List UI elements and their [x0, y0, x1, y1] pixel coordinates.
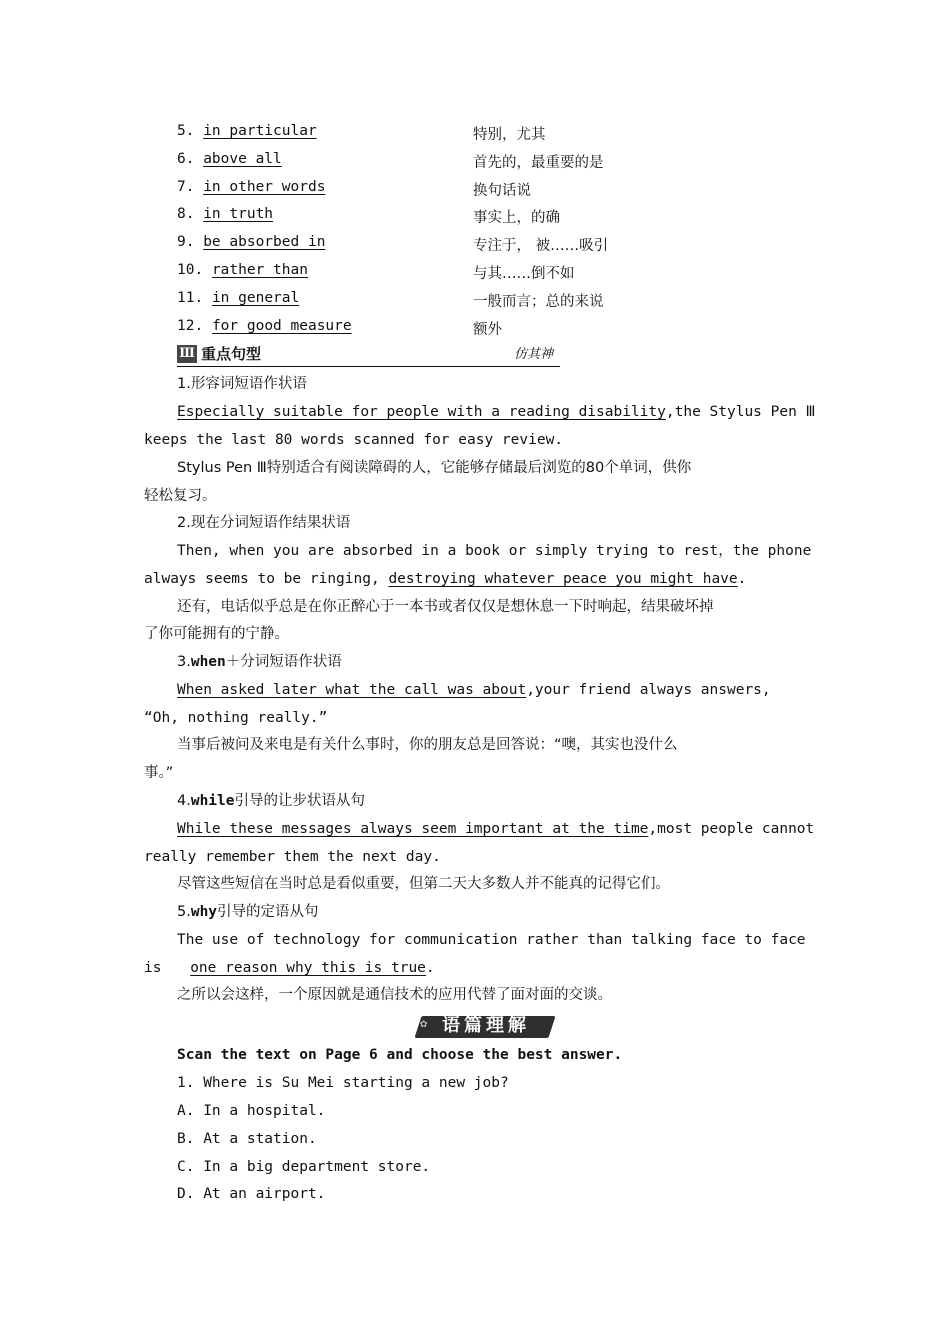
phrase-number: 11. [177, 290, 204, 306]
phrase-number: 6. [177, 151, 195, 167]
pattern-example-en-cont: is one reason why this is true. [144, 960, 435, 976]
pattern-example-en-cont: keeps the last 80 words scanned for easy review. [144, 432, 564, 448]
pattern-translation-cont: 事。” [144, 765, 174, 781]
phrase-chinese: 换句话说 [473, 183, 531, 199]
phrase-item [177, 290, 697, 310]
pattern-heading: 3.when＋分词短语作状语 [177, 654, 342, 670]
pattern-translation: 之所以会这样，一个原因就是通信技术的应用代替了面对面的交谈。 [177, 987, 612, 1003]
answer-option: C. In a big department store. [177, 1159, 431, 1175]
phrase-english: in truth [203, 206, 274, 222]
phrase-chinese: 一般而言；总的来说 [473, 294, 604, 310]
phrase-item [177, 179, 697, 199]
answer-option: B. At a station. [177, 1131, 317, 1147]
pattern-heading: 5.why引导的定语从句 [177, 904, 319, 920]
underlined-phrase: destroying whatever peace you might have [388, 571, 738, 587]
pattern-example-en: Especially suitable for people with a reading disability,the Stylus Pen Ⅲ [177, 404, 816, 420]
pattern-translation: 当事后被问及来电是有关什么事时，你的朋友总是回答说：“噢，其实也没什么 [177, 737, 678, 753]
pattern-example-en-cont: “Oh, nothing really.” [144, 710, 328, 726]
underlined-phrase: one reason why this is true [190, 960, 426, 976]
phrase-english: in other words [203, 179, 326, 195]
phrase-chinese: 首先的，最重要的是 [473, 155, 604, 171]
pattern-translation-cont: 了你可能拥有的宁静。 [144, 626, 289, 642]
phrase-number: 5. [177, 123, 195, 139]
answer-option: D. At an airport. [177, 1186, 326, 1202]
phrase-number: 9. [177, 234, 195, 250]
pattern-example-en: When asked later what the call was about,your friend always answers, [177, 682, 771, 698]
underlined-phrase: When asked later what the call was about [177, 682, 527, 698]
answer-option: A. In a hospital. [177, 1103, 326, 1119]
phrase-number: 7. [177, 179, 195, 195]
phrase-english: in general [211, 290, 300, 306]
pattern-example-en-cont: always seems to be ringing, destroying whatever peace you might have. [144, 571, 747, 587]
phrase-number: 12. [177, 318, 204, 334]
pattern-translation-cont: 轻松复习。 [144, 488, 217, 504]
phrase-item [177, 234, 697, 254]
phrase-item [177, 206, 697, 226]
phrase-item [177, 123, 697, 143]
pattern-example-en-cont: really remember them the next day. [144, 849, 441, 865]
section-banner [418, 1012, 556, 1040]
question-text: 1. Where is Su Mei starting a new job? [177, 1075, 509, 1091]
pattern-translation: Stylus Pen Ⅲ特别适合有阅读障碍的人，它能够存储最后浏览的80个单词，供你 [177, 460, 692, 476]
phrase-chinese: 特别，尤其 [473, 127, 546, 143]
banner-title: 语篇理解 [442, 1015, 530, 1036]
phrase-item [177, 151, 697, 171]
pattern-heading: 4.while引导的让步状语从句 [177, 793, 365, 809]
phrase-english: above all [203, 151, 282, 167]
pattern-example-en: The use of technology for communication rather than talking face to face [177, 932, 806, 948]
pattern-example-en: Then, when you are absorbed in a book or simply trying to rest，the phone [177, 543, 812, 559]
phrase-english: for good measure [211, 318, 352, 334]
pattern-translation: 还有，电话似乎总是在你正醉心于一本书或者仅仅是想休息一下时响起，结果破坏掉 [177, 599, 714, 615]
pattern-translation: 尽管这些短信在当时总是看似重要，但第二天大多数人并不能真的记得它们。 [177, 876, 670, 892]
phrase-english: in particular [203, 123, 317, 139]
section-title: 重点句型 [201, 345, 262, 363]
phrase-item [177, 262, 697, 282]
reading-instruction: Scan the text on Page 6 and choose the best answer. [177, 1047, 623, 1063]
phrase-chinese: 与其……倒不如 [473, 266, 575, 282]
phrase-number: 8. [177, 206, 195, 222]
phrase-number: 10. [177, 262, 204, 278]
phrase-chinese: 额外 [473, 322, 502, 338]
section-header [177, 344, 560, 367]
leaf-icon: ✿ [420, 1016, 428, 1030]
phrase-item [177, 318, 697, 338]
phrase-chinese: 专注于， 被……吸引 [473, 238, 609, 254]
pattern-example-en: While these messages always seem important at the time,most people cannot [177, 821, 815, 837]
phrase-chinese: 事实上，的确 [473, 210, 560, 226]
phrase-english: be absorbed in [203, 234, 326, 250]
underlined-phrase: While these messages always seem important at the time [177, 821, 649, 837]
phrase-english: rather than [211, 262, 308, 278]
section-tag: 仿其神 [514, 347, 554, 362]
pattern-heading: 1.形容词短语作状语 [177, 376, 307, 392]
underlined-phrase: Especially suitable for people with a reading disability [177, 404, 666, 420]
section-number-badge: Ⅲ [177, 345, 197, 363]
pattern-heading: 2.现在分词短语作结果状语 [177, 515, 351, 531]
